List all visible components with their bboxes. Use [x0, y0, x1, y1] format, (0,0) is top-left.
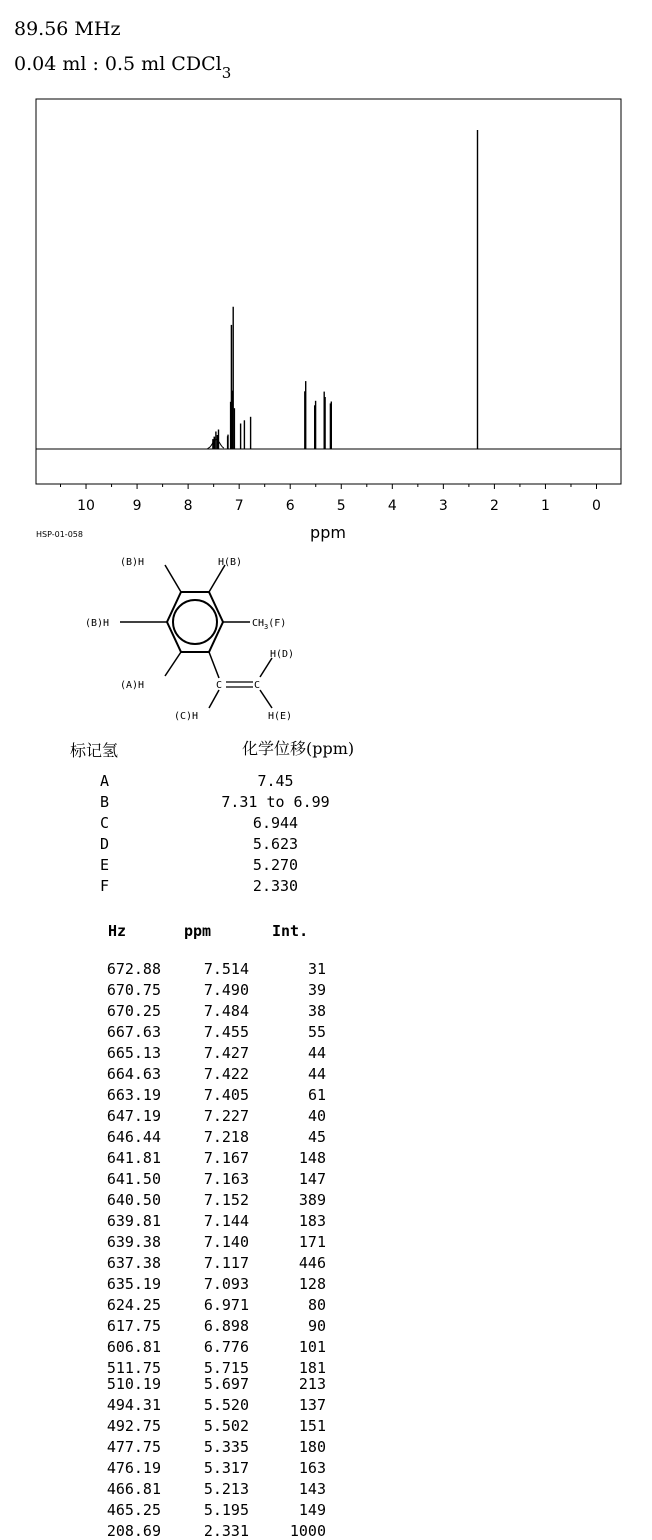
x-tick-label-8: 8 — [183, 498, 193, 514]
shift-row-atom: D — [100, 835, 110, 853]
cell-hz: 667.63 — [106, 1023, 161, 1041]
cell-ppm: 6.776 — [203, 1338, 249, 1356]
cell-hz: 466.81 — [106, 1480, 161, 1498]
x-tick-label-6: 6 — [285, 498, 295, 514]
cell-ppm: 5.520 — [203, 1396, 249, 1414]
shift-row-value: 6.944 — [252, 814, 299, 832]
cell-ppm: 7.455 — [203, 1023, 249, 1041]
cell-ppm: 7.218 — [203, 1128, 249, 1146]
cell-hz: 639.81 — [106, 1212, 161, 1230]
cell-ppm: 7.514 — [203, 960, 249, 978]
cell-int: 147 — [298, 1170, 326, 1188]
label-ch3 — [252, 618, 286, 631]
shift-row-value: 7.45 — [257, 772, 294, 790]
header-atom: 标记氢 — [70, 741, 119, 760]
cell-int: 90 — [307, 1317, 326, 1335]
cell-ppm: 7.144 — [203, 1212, 249, 1230]
cell-int: 163 — [298, 1459, 326, 1477]
cell-hz: 646.44 — [106, 1128, 161, 1146]
shift-row-atom: F — [100, 877, 110, 895]
cell-int: 55 — [307, 1023, 326, 1041]
cell-int: 40 — [307, 1107, 326, 1125]
cell-hz: 670.75 — [106, 981, 161, 999]
cell-int: 446 — [298, 1254, 326, 1272]
shift-row-atom: C — [100, 814, 110, 832]
cell-ppm: 7.422 — [203, 1065, 249, 1083]
shift-row-atom: E — [100, 856, 110, 874]
cell-int: 61 — [307, 1086, 326, 1104]
cell-int: 1000 — [289, 1522, 326, 1540]
bond-h-b1 — [165, 565, 181, 592]
cell-int: 148 — [298, 1149, 326, 1167]
x-tick-label-10: 10 — [77, 498, 95, 514]
x-axis-label: ppm — [310, 523, 346, 542]
label-c-atom2: C — [254, 680, 261, 691]
label-c-atom1: C — [216, 680, 223, 691]
cell-ppm: 7.167 — [203, 1149, 249, 1167]
cell-hz: 639.38 — [106, 1233, 161, 1251]
x-tick-label-7: 7 — [234, 498, 244, 514]
cell-hz: 494.31 — [106, 1396, 161, 1414]
cell-ppm: 5.195 — [203, 1501, 249, 1519]
cell-int: 213 — [298, 1375, 326, 1393]
nmr-spectrum-chart — [0, 0, 652, 545]
shift-row-atom: A — [100, 772, 110, 790]
x-tick-label-2: 2 — [489, 498, 499, 514]
cell-hz: 510.19 — [106, 1375, 161, 1393]
cell-ppm: 5.502 — [203, 1417, 249, 1435]
cell-hz: 492.75 — [106, 1417, 161, 1435]
label-ch3-sub: 3 — [264, 623, 269, 631]
x-tick-label-3: 3 — [438, 498, 448, 514]
bond-h-c — [209, 690, 219, 708]
cell-int: 44 — [307, 1065, 326, 1083]
cell-ppm: 5.335 — [203, 1438, 249, 1456]
cell-ppm: 7.093 — [203, 1275, 249, 1293]
cell-hz: 465.25 — [106, 1501, 161, 1519]
cell-ppm: 7.152 — [203, 1191, 249, 1209]
label-b1: (B)H — [120, 557, 145, 568]
bond-h-d — [260, 658, 272, 677]
cell-ppm: 7.490 — [203, 981, 249, 999]
shift-row-value: 5.623 — [252, 835, 299, 853]
cell-hz: 670.25 — [106, 1002, 161, 1020]
cell-hz: 477.75 — [106, 1438, 161, 1456]
cell-int: 45 — [307, 1128, 326, 1146]
label-a: (A)H — [120, 680, 145, 691]
bond-ring-vinyl — [209, 652, 219, 678]
concentration-subscript: 3 — [221, 63, 232, 82]
label-b3: (B)H — [85, 618, 110, 629]
molecule-structure — [60, 548, 340, 728]
cell-ppm: 5.715 — [203, 1359, 249, 1377]
header-ppm: ppm — [184, 922, 212, 940]
cell-hz: 647.19 — [106, 1107, 161, 1125]
cell-hz: 635.19 — [106, 1275, 161, 1293]
peak-lines — [213, 130, 478, 449]
cell-ppm: 7.427 — [203, 1044, 249, 1062]
shift-row-value: 7.31 to 6.99 — [221, 793, 330, 811]
cell-hz: 665.13 — [106, 1044, 161, 1062]
cell-hz: 672.88 — [106, 960, 161, 978]
x-axis-ticks — [61, 484, 601, 514]
header-shift: 化学位移(ppm) — [242, 739, 355, 758]
bond-h-a — [165, 652, 181, 676]
label-ch: CH — [252, 618, 265, 629]
cell-int: 101 — [298, 1338, 326, 1356]
cell-int: 171 — [298, 1233, 326, 1251]
cell-int: 143 — [298, 1480, 326, 1498]
bond-h-b2 — [209, 565, 225, 592]
cell-int: 44 — [307, 1044, 326, 1062]
cell-hz: 640.50 — [106, 1191, 161, 1209]
cell-ppm: 5.697 — [203, 1375, 249, 1393]
cell-int: 389 — [298, 1191, 326, 1209]
cell-ppm: 7.163 — [203, 1170, 249, 1188]
shift-row-value: 5.270 — [252, 856, 299, 874]
concentration-text: 0.04 ml : 0.5 ml CDCl — [14, 53, 222, 75]
header-int: Int. — [272, 922, 309, 940]
x-tick-label-5: 5 — [336, 498, 346, 514]
x-tick-label-0: 0 — [592, 498, 601, 514]
cell-hz: 511.75 — [106, 1359, 161, 1377]
spectrum-code: HSP-01-058 — [36, 530, 83, 539]
cell-int: 80 — [307, 1296, 326, 1314]
cell-hz: 476.19 — [106, 1459, 161, 1477]
frequency-label: 89.56 MHz — [14, 18, 121, 40]
cell-int: 183 — [298, 1212, 326, 1230]
cell-int: 39 — [307, 981, 326, 999]
label-f: (F) — [268, 618, 287, 629]
cell-int: 180 — [298, 1438, 326, 1456]
x-tick-label-9: 9 — [132, 498, 142, 514]
cell-int: 181 — [298, 1359, 326, 1377]
plot-frame — [36, 99, 621, 484]
bond-h-e — [260, 690, 272, 708]
shift-row-value: 2.330 — [252, 877, 299, 895]
cell-hz: 208.69 — [106, 1522, 161, 1540]
cell-hz: 641.81 — [106, 1149, 161, 1167]
cell-ppm: 7.484 — [203, 1002, 249, 1020]
header-hz: Hz — [108, 922, 127, 940]
cell-ppm: 7.140 — [203, 1233, 249, 1251]
aromatic-circle — [173, 600, 217, 644]
cell-hz: 606.81 — [106, 1338, 161, 1356]
cell-ppm: 6.898 — [203, 1317, 249, 1335]
label-e: H(E) — [268, 711, 293, 722]
cell-int: 38 — [307, 1002, 326, 1020]
x-tick-label-1: 1 — [540, 498, 550, 514]
cell-ppm: 2.331 — [203, 1522, 249, 1540]
cell-ppm: 7.405 — [203, 1086, 249, 1104]
cell-int: 31 — [307, 960, 326, 978]
cell-hz: 617.75 — [106, 1317, 161, 1335]
cell-int: 151 — [298, 1417, 326, 1435]
cell-hz: 664.63 — [106, 1065, 161, 1083]
cell-ppm: 5.317 — [203, 1459, 249, 1477]
cell-ppm: 6.971 — [203, 1296, 249, 1314]
label-d: H(D) — [270, 649, 295, 660]
cell-int: 137 — [298, 1396, 326, 1414]
cell-hz: 624.25 — [106, 1296, 161, 1314]
shift-row-atom: B — [100, 793, 110, 811]
cell-ppm: 7.117 — [203, 1254, 249, 1272]
cell-hz: 637.38 — [106, 1254, 161, 1272]
cell-ppm: 7.227 — [203, 1107, 249, 1125]
cell-hz: 641.50 — [106, 1170, 161, 1188]
cell-int: 149 — [298, 1501, 326, 1519]
label-c: (C)H — [174, 711, 199, 722]
cell-ppm: 5.213 — [203, 1480, 249, 1498]
cell-hz: 663.19 — [106, 1086, 161, 1104]
x-tick-label-4: 4 — [387, 498, 397, 514]
label-b2: H(B) — [218, 557, 243, 568]
cell-int: 128 — [298, 1275, 326, 1293]
